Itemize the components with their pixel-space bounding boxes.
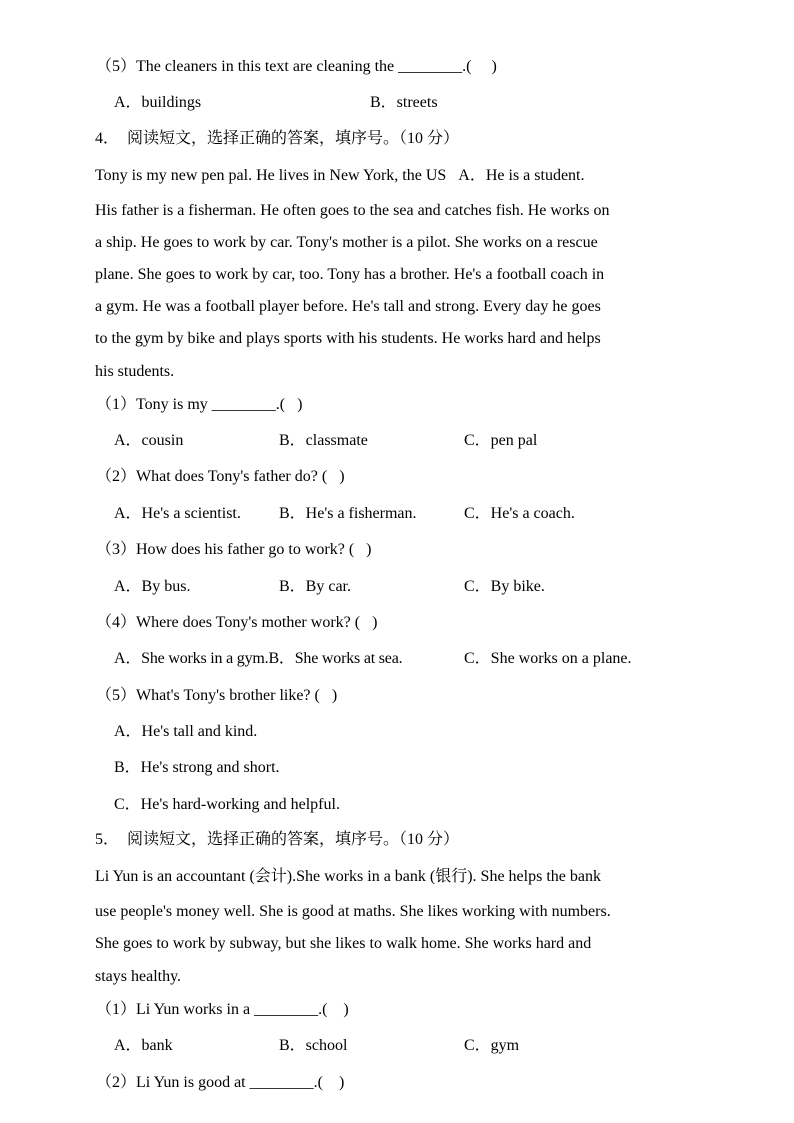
question-stem: （3）How does his father go to work? ( ): [96, 541, 372, 558]
option-c: C．By bike.: [464, 578, 545, 595]
passage-line: stays healthy.: [95, 968, 182, 985]
passage-line: plane. She goes to work by car, too. Tony has a brother. He's a football coach in: [95, 266, 605, 283]
passage-line: use people's money well. She is good at maths. She likes working with numbers.: [95, 903, 611, 920]
passage-line: a ship. He goes to work by car. Tony's mother is a pilot. She works on a rescue: [95, 234, 598, 251]
option-c: C．gym: [464, 1037, 520, 1054]
question-stem: （5）The cleaners in this text are cleaning the ________.( ): [96, 58, 497, 75]
passage-line: his students.: [95, 363, 175, 380]
option-c: C．He's hard-working and helpful.: [114, 796, 340, 813]
question-stem: （2）Li Yun is good at ________.( ): [96, 1074, 345, 1091]
option-b: B．He's strong and short.: [114, 759, 280, 776]
question-stem: （4）Where does Tony's mother work? ( ): [96, 614, 378, 631]
question-stem: （5）What's Tony's brother like? ( ): [96, 687, 338, 704]
passage-line: Li Yun is an accountant (会计).She works in a bank (银行). She helps the bank: [95, 868, 601, 885]
section-heading: 4． 阅读短文，选择正确的答案，填序号。（10 分）: [95, 130, 460, 147]
option-c: C．pen pal: [464, 432, 538, 449]
section-heading: 5． 阅读短文，选择正确的答案，填序号。（10 分）: [95, 831, 460, 848]
passage-line: She goes to work by subway, but she likes to walk home. She works hard and: [95, 935, 592, 952]
question-stem: （1）Tony is my ________.( ): [96, 396, 303, 413]
passage-line: a gym. He was a football player before. He's tall and strong. Every day he goes: [95, 298, 601, 315]
option-c: C．He's a coach.: [464, 505, 575, 522]
passage-line: Tony is my new pen pal. He lives in New York, the US A．He is a student.: [95, 167, 585, 184]
option-b: B．streets: [370, 94, 438, 111]
question-stem: （1）Li Yun works in a ________.( ): [96, 1001, 349, 1018]
option-b: B．By car.: [279, 578, 351, 595]
option-a: A．bank: [114, 1037, 173, 1054]
option-a: A．He's tall and kind.: [114, 723, 258, 740]
option-c: C．She works on a plane.: [464, 650, 632, 667]
option-a: A．cousin: [114, 432, 184, 449]
option-b: B．school: [279, 1037, 348, 1054]
passage-line: His father is a fisherman. He often goes to the sea and catches fish. He works on: [95, 202, 610, 219]
passage-line: to the gym by bike and plays sports with his students. He works hard and helps: [95, 330, 601, 347]
option-b: B．classmate: [279, 432, 368, 449]
option-a: A．He's a scientist.: [114, 505, 241, 522]
option-a: A．By bus.: [114, 578, 191, 595]
option-b: B．He's a fisherman.: [279, 505, 417, 522]
option-a: A．buildings: [114, 94, 202, 111]
question-stem: （2）What does Tony's father do? ( ): [96, 468, 345, 485]
option-a-b: A．She works in a gym.B．She works at sea.: [114, 650, 403, 667]
